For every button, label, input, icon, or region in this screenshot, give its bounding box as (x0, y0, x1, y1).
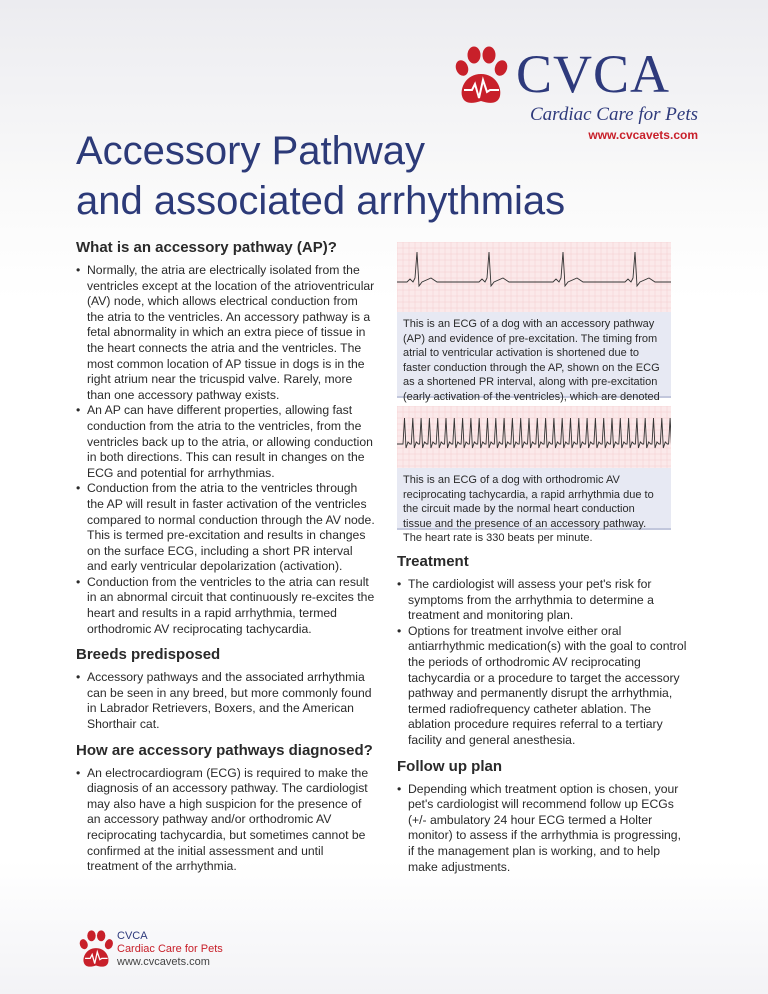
ecg-caption-1: This is an ECG of a dog with an accessory pathway (AP) and evidence of pre-excitation. The timing from atrial to ventricular activation is shortened due to faster conduction through the AP, shown on the ECG as a shortened PR interval, along with pre-excitation (early activation of the ventricles), which are denoted (397, 312, 671, 398)
section-treatment (397, 552, 689, 749)
logo-wordmark: CVCA (516, 44, 671, 104)
paw-heartbeat-icon (452, 46, 510, 108)
section-diagnosis (76, 741, 376, 875)
list-item: • Conduction from the atria to the ventricles through the AP will result in faster activation of the ventricles compared to normal conduction through the AV node. This is termed pre-excitation and results in changes on the surface ECG, including a short PR interval and early ventricular depolarization (activation). (76, 481, 376, 575)
ecg-strip-preexcitation (397, 242, 671, 312)
ecg-caption-2: This is an ECG of a dog with orthodromic AV reciprocating tachycardia, a rapid arrhythmia due to the circuit made by the normal heart conduction tissue and the presence of an accessory pathway. The heart rate is 330 beats per minute. (397, 468, 671, 530)
list-item: • An AP can have different properties, allowing fast conduction from the atria to the ventricles, from the ventricles back up to the atria, or allowing conduction in both directions. This can result in changes on the ECG and potential for arrhythmias. (76, 403, 376, 481)
list-item: • An electrocardiogram (ECG) is required to make the diagnosis of an accessory pathway. The cardiologist may also have a high suspicion for the presence of an accessory pathway and/or orthodromic AV reciprocating tachycardia, but sometimes cannot be confirmed at the initial assessment and until treatment of the arrhythmia. (76, 766, 376, 875)
list-item: • Depending which treatment option is chosen, your pet's cardiologist will recommend follow up ECGs (+/- ambulatory 24 hour ECG termed a Holter monitor) to assess if the arrhythmia is progressing, if the management plan is working, and to help make adjustments. (397, 782, 689, 876)
footer-url-link[interactable]: www.cvcavets.com (117, 956, 210, 968)
bullet-list (397, 577, 689, 749)
right-column (397, 552, 689, 883)
title-line-2: and associated arrhythmias (76, 179, 566, 223)
section-heading: What is an accessory pathway (AP)? (76, 239, 337, 256)
section-what-is-ap (76, 238, 376, 637)
left-column (76, 238, 376, 883)
bullet-list (76, 263, 376, 637)
paw-heartbeat-icon (76, 930, 116, 970)
list-item: • Accessory pathways and the associated arrhythmia can be seen in any breed, but more commonly found in Labrador Retrievers, Boxers, and the American Shorthair cat. (76, 670, 376, 732)
section-breeds (76, 645, 376, 732)
title-line-1: Accessory Pathway (76, 129, 426, 173)
list-item: • Normally, the atria are electrically isolated from the ventricles except at the location of the atrioventricular (AV) node, which allows electrical conduction from the atria to the ventricles. An accessory pathway is a fetal abnormality in which an extra piece of tissue in the heart connects the atria and the ventricles. The most common location of AP tissue in dogs is in the right atrium near the tricuspid valve. Rarely, more than one accessory pathway exists. (76, 263, 376, 403)
bullet-list (76, 670, 376, 732)
section-heading: How are accessory pathways diagnosed? (76, 741, 373, 759)
list-item: • Options for treatment involve either oral antiarrhythmic medication(s) with the goal to control the periods of orthodromic AV reciprocating tachycardia or a procedure to target the accessory pathway and permanently disrupt the arrhythmia, termed radiofrequency catheter ablation. The ablation procedure requires referral to a tertiary facility and general anesthesia. (397, 624, 689, 749)
ecg-trace-image (397, 406, 671, 468)
section-heading: Follow up plan (397, 757, 502, 775)
footer (117, 930, 223, 969)
list-item: • The cardiologist will assess your pet's risk for symptoms from the arrhythmia to determine a treatment and monitoring plan. (397, 577, 689, 624)
bullet-list (397, 782, 689, 876)
list-item: • Conduction from the ventricles to the atria can result in an abnormal circuit that continuously re-excites the heart and results in a rapid arrhythmia, termed orthodromic AV reciprocating tachycardia. (76, 575, 376, 637)
footer-name: CVCA (117, 930, 148, 942)
logo-url-link[interactable]: www.cvcavets.com (588, 128, 698, 142)
logo-tagline: Cardiac Care for Pets (529, 104, 698, 125)
bullet-list (76, 766, 376, 875)
section-heading: Breeds predisposed (76, 646, 221, 664)
ecg-trace-image (397, 242, 671, 312)
section-heading: Treatment (397, 553, 469, 570)
section-follow-up (397, 757, 689, 876)
ecg-strip-tachycardia (397, 406, 671, 468)
page-title (76, 126, 636, 226)
footer-tagline: Cardiac Care for Pets (117, 943, 223, 955)
